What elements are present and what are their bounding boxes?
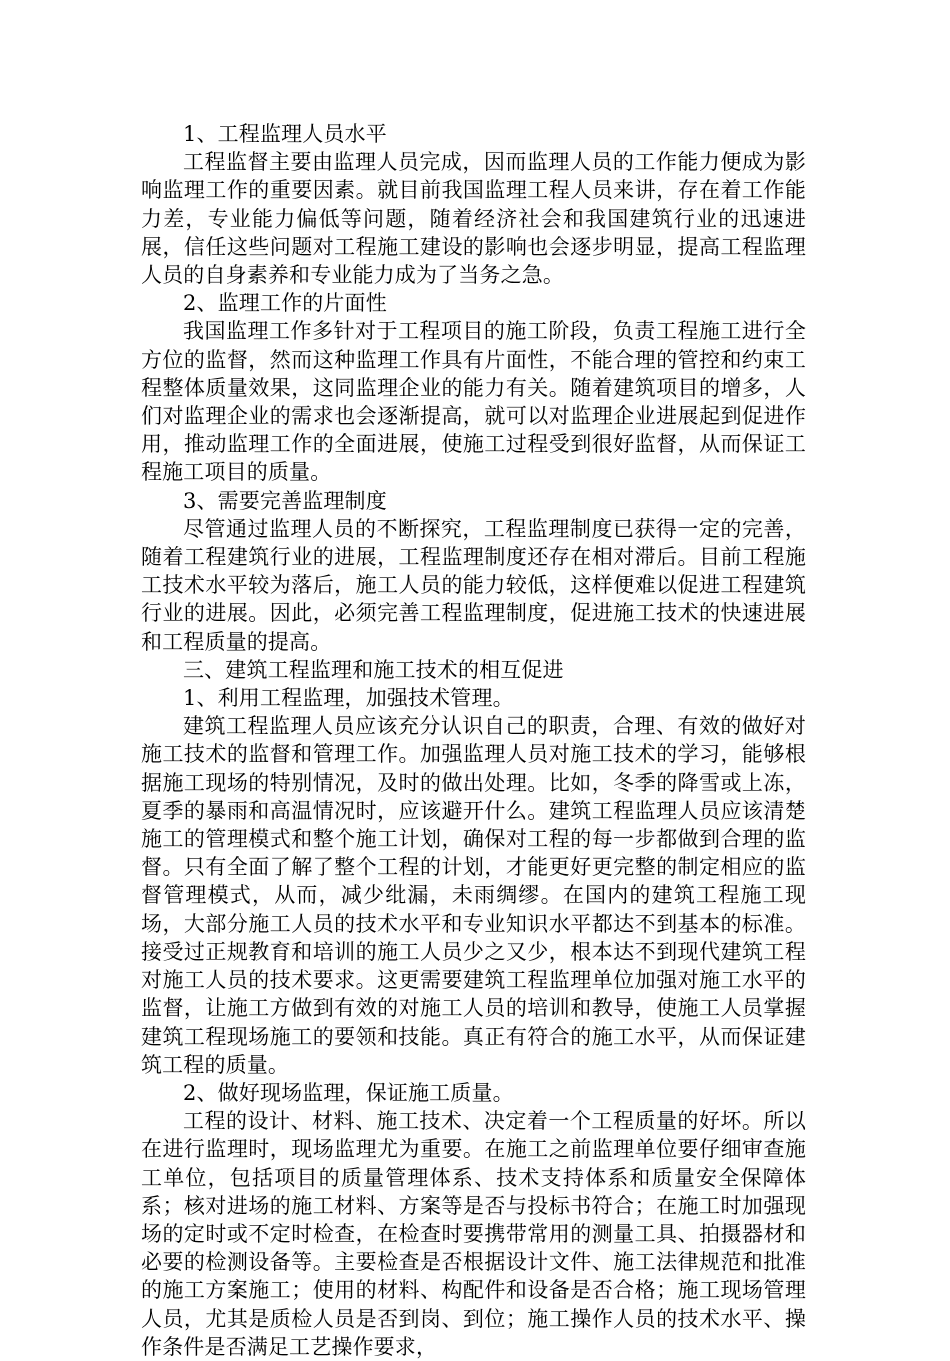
section-heading-site-supervision: 2、做好现场监理，保证施工质量。	[183, 1080, 514, 1105]
chapter-heading-mutual-promotion: 三、建筑工程监理和施工技术的相互促进	[183, 657, 564, 682]
section-heading-technical-management: 1、利用工程监理，加强技术管理。	[183, 686, 514, 711]
section-heading-one-sidedness: 2、监理工作的片面性	[183, 291, 387, 316]
body-paragraph: 我国监理工作多针对于工程项目的施工阶段，负责工程施工进行全方位的监督，然而这种监理工作具有片面性，不能合理的管控和约束工程整体质量效果，这同监理企业的能力有关。随着建筑项目的增多，人们对监理企业的需求也会逐渐提高，就可以对监理企业进展起到促进作用，推动监理工作的全面进展，使施工过程受到很好监督，从而保证工程施工项目的质量。	[141, 319, 806, 485]
body-paragraph: 建筑工程监理人员应该充分认识自己的职责，合理、有效的做好对施工技术的监督和管理工作。加强监理人员对施工技术的学习，能够根据施工现场的特别情况，及时的做出处理。比如，冬季的降雪或上冻，夏季的暴雨和高温情况时，应该避开什么。建筑工程监理人员应该清楚施工的管理模式和整个施工计划，确保对工程的每一步都做到合理的监督。只有全面了解了整个工程的计划，才能更好更完整的制定相应的监督管理模式，从而，减少纰漏，未雨绸缪。在国内的建筑工程施工现场，大部分施工人员的技术水平和专业知识水平都达不到基本的标准。接受过正规教育和培训的施工人员少之又少，根本达不到现代建筑工程对施工人员的技术要求。这更需要建筑工程监理单位加强对施工水平的监督，让施工方做到有效的对施工人员的培训和教导，使施工人员掌握建筑工程现场施工的要领和技能。真正有符合的施工水平，从而保证建筑工程的质量。	[141, 714, 806, 1077]
section-heading-supervisor-level: 1、工程监理人员水平	[183, 122, 387, 146]
section-heading-improve-system: 3、需要完善监理制度	[183, 488, 387, 513]
body-paragraph: 工程的设计、材料、施工技术、决定着一个工程质量的好坏。所以在进行监理时，现场监理尤为重要。在施工之前监理单位要仔细审查施工单位，包括项目的质量管理体系、技术支持体系和质量安全保障体系；核对进场的施工材料、方案等是否与投标书符合；在施工时加强现场的定时或不定时检查，在检查时要携带常用的测量工具、拍摄器材和必要的检测设备等。主要检查是否根据设计文件、施工法律规范和批准的施工方案施工；使用的材料、构配件和设备是否合格；施工现场管理人员，尤其是质检人员是否到岗、到位；施工操作人员的技术水平、操作条件是否满足工艺操作要求，	[141, 1109, 806, 1359]
document-body	[141, 120, 806, 1361]
body-paragraph: 尽管通过监理人员的不断探究，工程监理制度已获得一定的完善，随着工程建筑行业的进展，工程监理制度还存在相对滞后。目前工程施工技术水平较为落后，施工人员的能力较低，这样便难以促进工程建筑行业的进展。因此，必须完善工程监理制度，促进施工技术的快速进展和工程质量的提高。	[141, 516, 806, 654]
body-paragraph: 工程监督主要由监理人员完成，因而监理人员的工作能力便成为影响监理工作的重要因素。就目前我国监理工程人员来讲，存在着工作能力差，专业能力偏低等问题，随着经济社会和我国建筑行业的迅速进展，信任这些问题对工程施工建设的影响也会逐步明显，提高工程监理人员的自身素养和专业能力成为了当务之急。	[141, 150, 806, 288]
